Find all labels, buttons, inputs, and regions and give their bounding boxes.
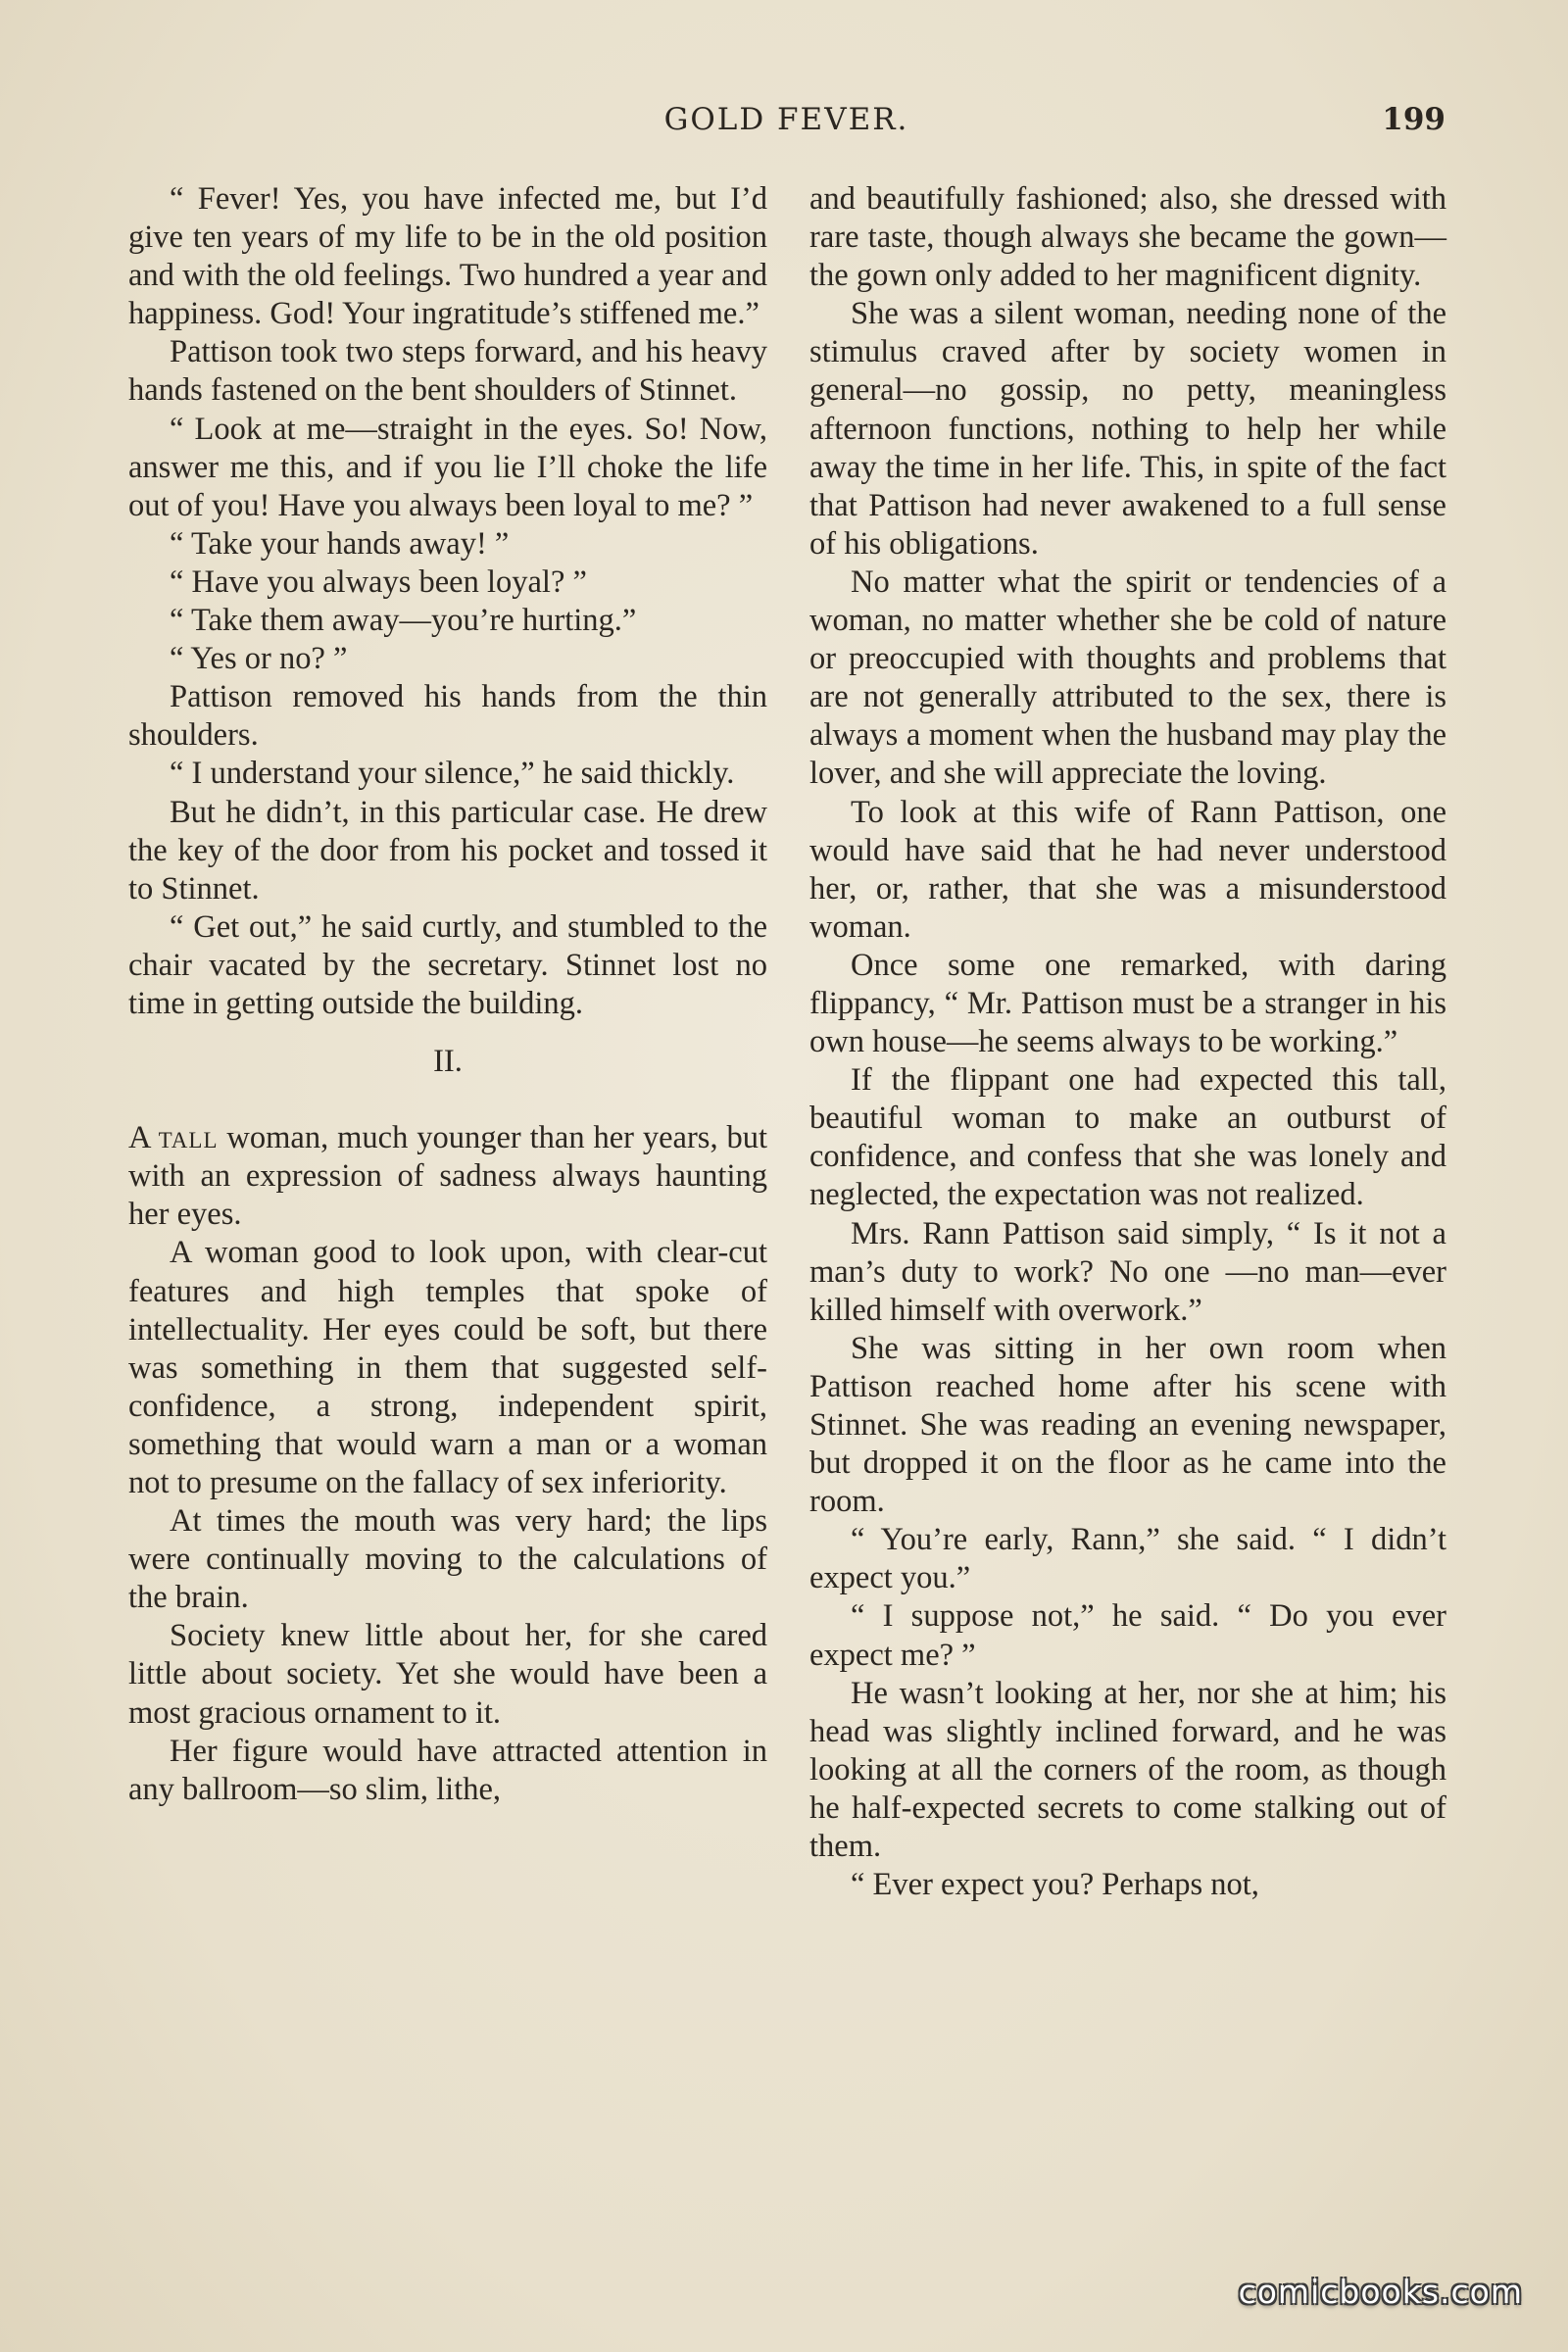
paragraph: No matter what the spirit or tendencies of a woman, no matter whether she be cold of nature or preoccupied with thoughts and problems that are not generally attributed to the sex, there is always a moment when the husband may play the lover, and she will appreciate the loving. (809, 564, 1446, 792)
paragraph: “ You’re early, Rann,” she said. “ I didn’t expect you.” (809, 1522, 1446, 1596)
paragraph: Mrs. Rann Pattison said simply, “ Is it not a man’s duty to work? No one —no man—ever killed himself with overwork.” (809, 1215, 1446, 1328)
left-column (128, 180, 767, 1809)
opening-rest: woman, much younger than her years, but with an expression of sadness always haunting her eyes. (128, 1120, 767, 1233)
paragraph: At times the mouth was very hard; the lips were continually moving to the calculations of the brain. (128, 1503, 767, 1616)
paragraph: “ Look at me—straight in the eyes. So! Now, answer me this, and if you lie I’ll choke the life out of you! Have you always been loyal to me? ” (128, 411, 767, 523)
paragraph: “ I suppose not,” he said. “ Do you ever expect me? ” (809, 1598, 1446, 1673)
paragraph: “ Fever! Yes, you have infected me, but I’d give ten years of my life to be in the old position and with the old feelings. Two hundred a year and happiness. God! Your ingratitude’s stiffened me.” (128, 181, 767, 332)
section-opening-paragraph (128, 1119, 767, 1234)
site-watermark: comicbooks.com (1238, 2273, 1523, 2311)
opening-initial: A (128, 1120, 150, 1156)
paragraph: “ Ever expect you? Perhaps not, (851, 1867, 1259, 1903)
paragraph: Pattison took two steps forward, and his heavy hands fastened on the bent shoulders of Stinnet. (128, 334, 767, 409)
paragraph: “ I understand your silence,” he said thickly. (170, 756, 735, 792)
paragraph: Society knew little about her, for she cared little about society. Yet she would have been a most gracious ornament to it. (128, 1618, 767, 1731)
paragraph: “ Get out,” he said curtly, and stumbled to the chair vacated by the secretary. Stinnet lost no time in getting outside the building. (128, 908, 767, 1021)
paragraph: “ Take them away—you’re hurting.” (170, 603, 637, 639)
paragraph: Pattison removed his hands from the thin shoulders. (128, 679, 767, 754)
paragraph: “ Have you always been loyal? ” (170, 564, 587, 600)
paragraph: She was sitting in her own room when Pattison reached home after his scene with Stinnet. She was reading an evening newspaper, but dropped it on the floor as he came into the room. (809, 1330, 1446, 1520)
paragraph: “ Yes or no? ” (170, 641, 348, 677)
paragraph-continuation: and beautifully fashioned; also, she dressed with rare taste, though always she became the gown—the gown only added to her magnificent dignity. (809, 181, 1446, 294)
section-numeral: II. (433, 1044, 463, 1080)
paragraph: But he didn’t, in this particular case. He drew the key of the door from his pocket and tossed it to Stinnet. (128, 794, 767, 906)
paragraph: A woman good to look upon, with clear-cut features and high temples that spoke of intellectuality. Her eyes could be soft, but there was something in them that suggested self-confidence, a strong, independent spirit, something that would warn a man or a woman not to presume on the fallacy of sex inferiority. (128, 1235, 767, 1500)
paragraph: Once some one remarked, with daring flippancy, “ Mr. Pattison must be a stranger in his own house—he seems always to be working.” (809, 947, 1446, 1060)
opening-smallcaps: tall (158, 1120, 219, 1156)
page-number: 199 (1382, 102, 1446, 137)
paragraph: He wasn’t looking at her, nor she at him; his head was slightly inclined forward, and he was looking at all the corners of the room, as though he half-expected secrets to come stalking out of them. (809, 1675, 1446, 1865)
paragraph: If the flippant one had expected this tall, beautiful woman to make an outburst of confidence, and confess that she was lonely and neglected, the expectation was not realized. (809, 1062, 1446, 1213)
paragraph: She was a silent woman, needing none of the stimulus craved after by society women in general—no gossip, no petty, meaningless afternoon functions, nothing to help her while away the time in her life. This, in spite of the fact that Pattison had never awakened to a full sense of his obligations. (809, 296, 1446, 562)
running-head (127, 102, 1446, 151)
right-column (809, 180, 1446, 1904)
paragraph: To look at this wife of Rann Pattison, one would have said that he had never understood her, or, rather, that she was a misunderstood woman. (809, 794, 1446, 945)
running-title: GOLD FEVER. (663, 102, 909, 137)
paragraph: “ Take your hands away! ” (170, 525, 510, 562)
paragraph: Her figure would have attracted attention in any ballroom—so slim, lithe, (128, 1733, 767, 1807)
